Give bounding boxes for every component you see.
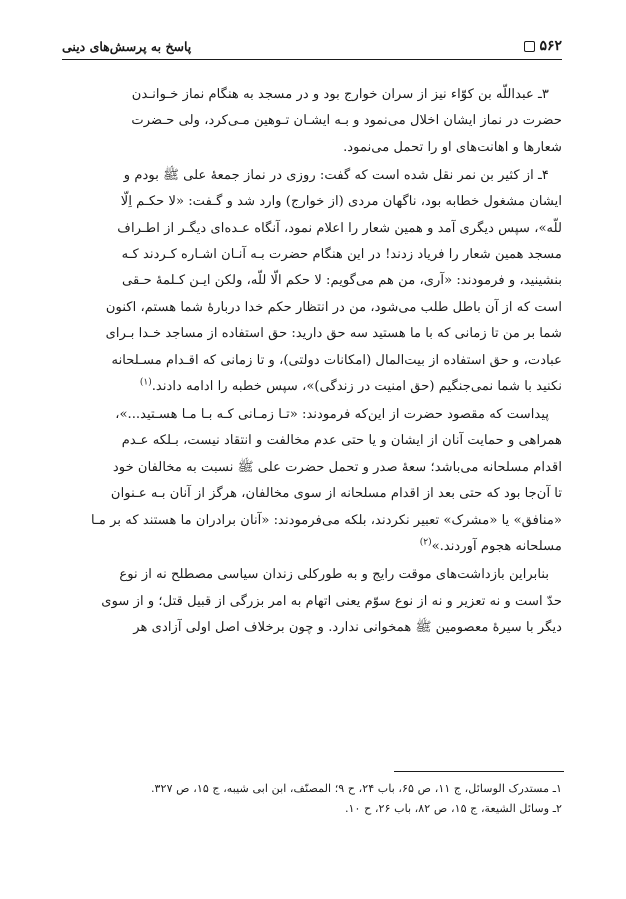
body-text [62,82,562,643]
footnote-divider [394,771,564,772]
footnotes [62,779,562,819]
text-line-with-footnote [62,374,562,400]
text-line: مسجد همین شعار را فریاد زدند! در این هنگام حضرت بـه آنـان اشـاره کـردند کـه [121,247,562,263]
footnote-2: ۲ـ وسائل الشیعة، ج ۱۵، ص ۸۲، باب ۲۶، ح ۱۰. [344,802,562,815]
text-line: پیداست که مقصود حضرت از این‌که فرمودند: «تـا زمـانی کـه بـا مـا هسـتید...»، [115,407,549,423]
text-line: دیگر با سیرهٔ معصومین ﷺ همخوانی ندارد. و چون برخلاف اصل اولی آزادی هر [133,619,562,635]
paragraph-4 [62,163,562,401]
text-line: حضرت در نماز ایشان اخلال می‌نمود و بـه ایشـان تـوهین مـی‌کرد، ولی حـضرت [131,113,562,129]
text-line: بنشینید، و فرمودند: «آری، من هم می‌گویم: لا حکم الّا للّه، ولکن ایـن کـلمهٔ حـقی [122,273,562,289]
header-book-title: پاسخ به پرسش‌های دینی [62,39,192,54]
text-line: است که از آن باطل طلب می‌شود، من در انتظار حکم خدا دربارهٔ شما هستم، اکنون [105,299,562,315]
text-line: شما بر من تا زمانی که با ما هستید سه حق دارید: حق استفاده از مساجد خـدا بـرای [105,326,562,342]
text-line: بنابراین بازداشت‌های موقت رایج و به طورکلی زندان سیاسی مصطلح نه از نوع [119,567,549,583]
text-line: تا آن‌جا بود که حتی بعد از اقدام مسلحانه از سوی مخالفان، هرگز از آنان بـه عـنوان [110,486,562,502]
footnote-1: ۱ـ مستدرک الوسائل، ج ۱۱، ص ۶۵، باب ۲۴، ح ۹؛ المصنّف، ابن ابی شیبه، ج ۱۵، ص ۳۲۷. [150,782,562,795]
square-bullet-icon [524,41,535,52]
paragraph-conclusion [62,562,562,641]
footnote-marker-2[interactable]: (۲) [419,537,432,548]
header-divider [62,59,562,60]
text-line: ۴ـ از کثیر بن نمر نقل شده است که گفت: روزی در نماز جمعهٔ علی ﷺ بودم و [123,167,549,183]
text-line: ۳ـ عبداللّه بن کوّاء نیز از سران خوارج بود و در مسجد به هنگام نماز خـوانـدن [131,87,549,102]
text-line: نکنید با شما نمی‌جنگیم (حق امنیت در زندگی)»، سپس خطبه را ادامه دادند. [151,379,562,395]
text-line: حدّ است و نه تعزیر و نه از نوع سوّم یعنی اتهام به امر بزرگی از قبیل قتل؛ و از سوی [101,593,562,609]
text-line: للّه»، سپس دیگری آمد و همین شعار را اعلام نمود، آنگاه عـده‌ای دیگـر از اطـراف [117,220,562,236]
page-number: ۵۶۲ [539,38,562,54]
text-line: اقدام مسلحانه می‌باشد؛ سعهٔ صدر و تحمل حضرت علی ﷺ نسبت به مخالفان خود [112,459,562,475]
header-page-number [524,38,562,54]
paragraph-3 [62,82,562,161]
footnote-marker-1[interactable]: (۱) [139,377,152,388]
paragraph-explanation [62,402,562,560]
running-header [62,34,562,60]
text-line: «منافق» یا «مشرک» تعبیر نکردند، بلکه می‌فرمودند: «آنان برادران ما هستند که بر مـا [91,512,562,528]
text-line-with-footnote [62,534,562,560]
text-line: ایشان مشغول خطابه بود، ناگهان مردی (از خوارج) وارد شد و گـفت: «لا حکـم اِلّا [120,194,562,210]
text-line: مسلحانه هجوم آوردند.» [431,539,562,555]
text-line: عبادت، و حق استفاده از بیت‌المال (امکانات دولتی)، و تا زمانی که اقـدام مسـلحانه [111,352,562,368]
text-line: همراهی و حمایت آنان از ایشان و یا حتی عدم مخالفت و انتقاد نیست، بـلکه عـدم [121,433,562,449]
text-line: شعارها و اهانت‌های او را تحمل می‌نمود. [343,139,562,155]
